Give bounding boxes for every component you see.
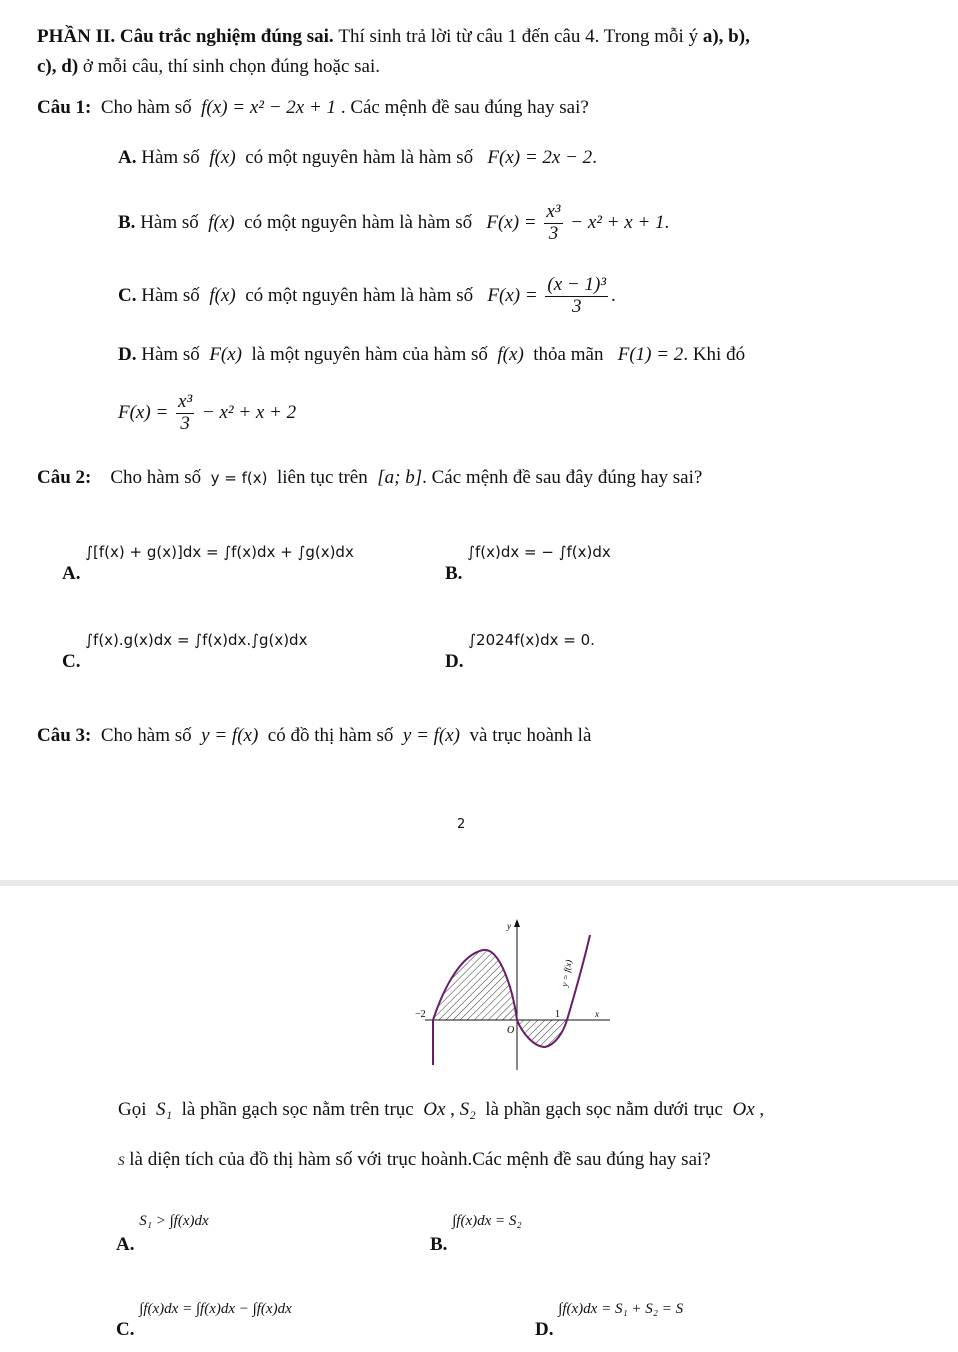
part-title: Câu trắc nghiệm đúng sai. <box>119 26 334 47</box>
q3-description-1: Gọi S₁ là phần gạch sọc nằm trên trục Ox , S₂ là phần gạch sọc nằm dưới trục Ox , <box>118 1099 765 1120</box>
part-label: PHẦN II. <box>37 26 116 47</box>
origin-label: O <box>507 1025 515 1036</box>
instruction-line-1: Thí sinh trả lời từ câu 1 đến câu 4. Trong mỗi ý <box>338 26 699 47</box>
q3-description-2: S là diện tích của đồ thị hàm số với trục hoành.Các mệnh đề sau đúng hay sai? <box>118 1149 711 1170</box>
page-number: 2 <box>457 817 466 832</box>
question-3-stem: Câu 3: Cho hàm số y = f(x) có đồ thị hàm số y = f(x) và trục hoành là <box>37 725 592 746</box>
instruction-abc: a), b), <box>702 26 750 47</box>
q2-option-a: A. ∫[f(x) + g(x)]dx = ∫f(x)dx + ∫g(x)dx <box>62 543 354 584</box>
q2-option-c: C. ∫f(x).g(x)dx = ∫f(x)dx.∫g(x)dx <box>62 631 308 672</box>
question-1-stem: Câu 1: Cho hàm số f(x) = x² − 2x + 1 . Các mệnh đề sau đúng hay sai? <box>37 97 589 118</box>
curve-label: y = f(x) <box>559 958 574 988</box>
q3-option-a: A. S₁ > ∫f(x)dx <box>116 1213 209 1255</box>
region-s1 <box>433 950 517 1020</box>
q2-option-b: B. ∫f(x)dx = − ∫f(x)dx <box>445 543 611 584</box>
instruction-line-2: c), d) ở mỗi câu, thí sinh chọn đúng hoặc sai. <box>37 56 381 77</box>
question-2-stem: Câu 2: Cho hàm số y = f(x) liên tục trên [a; b]. Các mệnh đề sau đây đúng hay sai? <box>37 467 703 488</box>
tick-minus-2: −2 <box>415 1009 426 1020</box>
x-axis-label: x <box>595 1009 599 1019</box>
page-separator <box>0 880 958 886</box>
q3-option-b: B. ∫f(x)dx = S₂ <box>430 1213 522 1255</box>
y-axis-label: y <box>507 921 511 931</box>
question-1-label: Câu 1: <box>37 97 92 118</box>
q1-option-c: C. Hàm số f(x) có một nguyên hàm là hàm số F(x) = $\frac{\text{(x − 1)³}}{3}$ . <box>118 274 616 317</box>
tick-1: 1 <box>555 1009 560 1020</box>
q1-option-d: D. Hàm số F(x) là một nguyên hàm của hàm số f(x) thỏa mãn F(1) = 2. Khi đó <box>118 344 746 365</box>
function-graph <box>395 915 615 1075</box>
question-2-label: Câu 2: <box>37 467 92 488</box>
section-heading <box>37 27 750 46</box>
q3-option-c: C. ∫f(x)dx = ∫f(x)dx − ∫f(x)dx <box>116 1301 292 1340</box>
q1-option-b: B. Hàm số f(x) có một nguyên hàm là hàm số F(x) = $\frac{\text{x³}}{3}$ − x² + x + 1. <box>118 201 670 244</box>
q1-function: f(x) = x² − 2x + 1 <box>201 97 337 118</box>
q2-option-d: D. ∫2024f(x)dx = 0. <box>445 631 595 672</box>
q3-option-d: D. ∫f(x)dx = S₁ + S₂ = S <box>535 1301 684 1340</box>
q1-option-d-result: F(x) = $\frac{\text{x³}}{3}$ − x² + x + 2 <box>118 391 297 434</box>
question-3-label: Câu 3: <box>37 725 92 746</box>
q1-option-a: A. Hàm số f(x) có một nguyên hàm là hàm số F(x) = 2x − 2. <box>118 147 597 168</box>
